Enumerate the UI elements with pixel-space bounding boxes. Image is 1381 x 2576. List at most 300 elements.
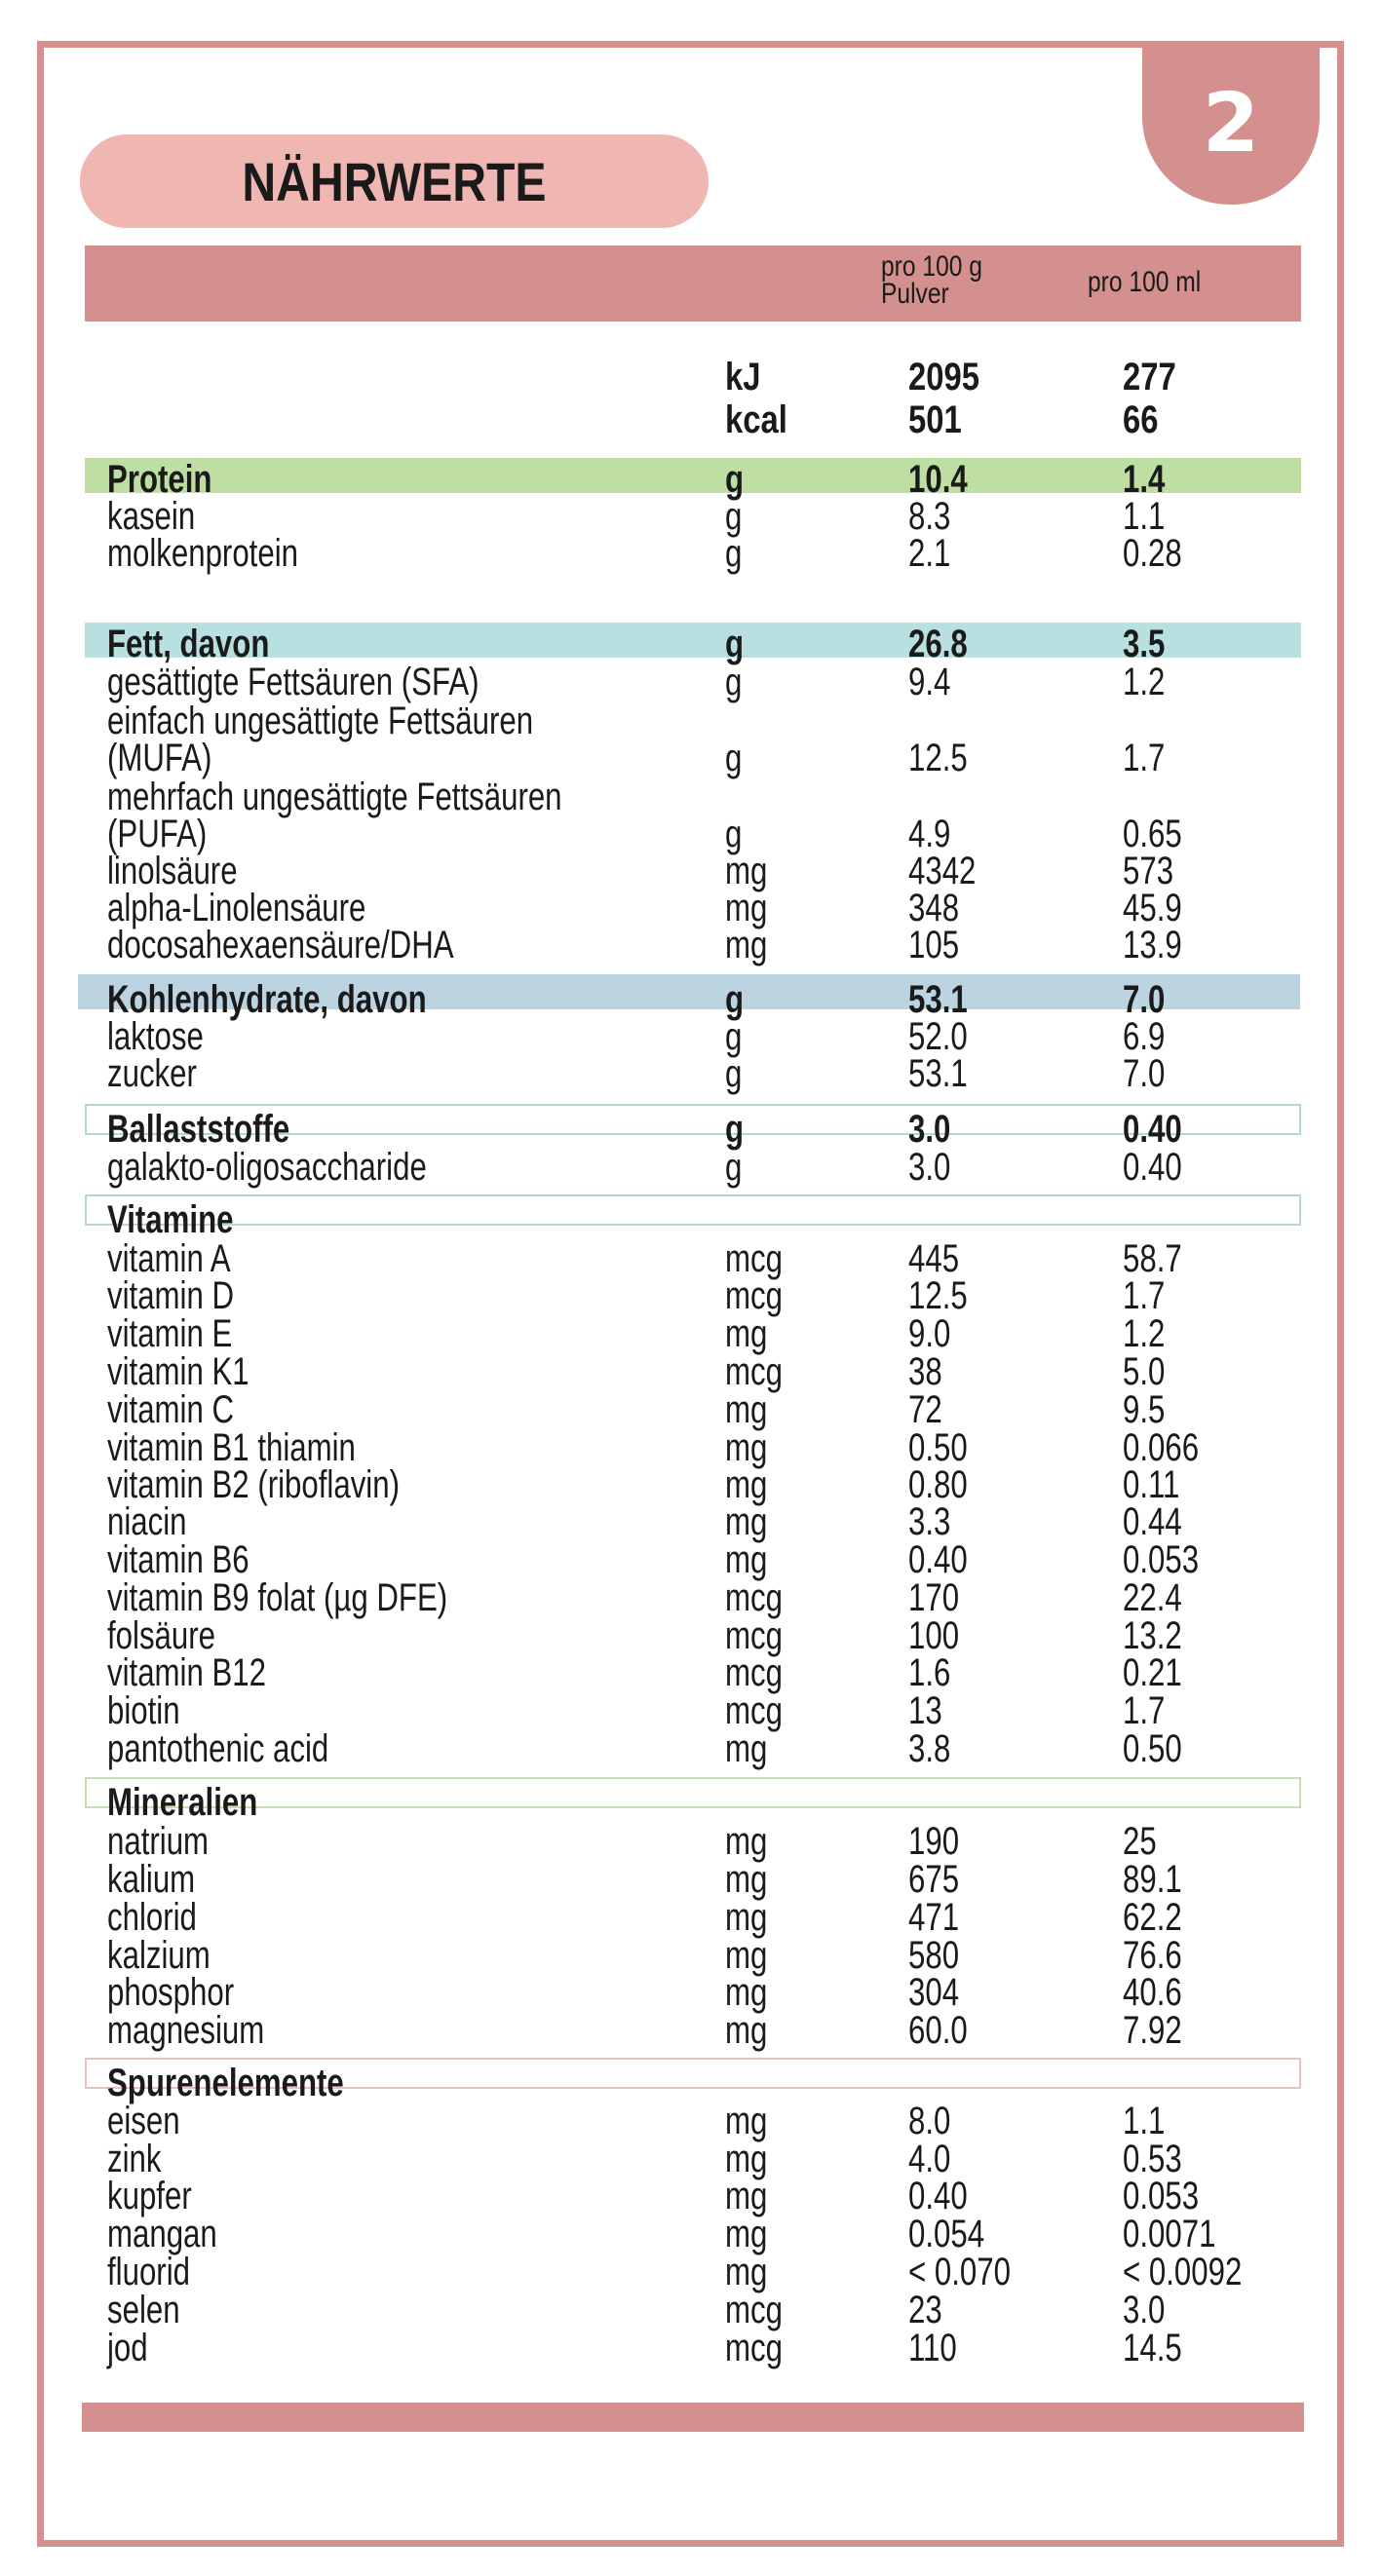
nutrient-unit: [725, 889, 780, 928]
value-per-100g-text: 38: [908, 1350, 942, 1393]
value-per-100g: [908, 1352, 952, 1391]
value-per-100g-text: 26.8: [908, 623, 968, 665]
nutrient-name: [107, 889, 439, 928]
value-per-100g-text: 12.5: [908, 737, 968, 779]
value-per-100g-text: 110: [908, 2327, 957, 2369]
nutrient-unit-text: g: [725, 1108, 745, 1151]
value-per-100ml: [1123, 497, 1177, 536]
nutrient-unit: [725, 1428, 780, 1467]
value-per-100g-text: 53.1: [908, 1052, 968, 1095]
energy-per-100ml-kj: 277: [1123, 356, 1176, 398]
value-per-100ml-text: 0.44: [1123, 1500, 1182, 1543]
nutrient-unit-text: mcg: [725, 1274, 783, 1317]
value-per-100ml: [1123, 814, 1199, 853]
nutrient-name: [107, 1783, 300, 1822]
value-per-100ml: [1123, 1276, 1177, 1315]
nutrient-name: [107, 625, 315, 663]
nutrient-unit: [725, 1822, 780, 1861]
value-per-100ml: [1123, 1239, 1199, 1278]
nutrient-unit: [725, 2215, 780, 2254]
nutrient-unit-text: mcg: [725, 1350, 783, 1393]
value-per-100ml: [1123, 2215, 1242, 2254]
value-per-100ml-text: 1.1: [1123, 2100, 1166, 2142]
value-per-100g: [908, 889, 974, 928]
value-per-100g-text: 10.4: [908, 458, 968, 501]
value-per-100ml: [1123, 1691, 1177, 1730]
value-per-100g-text: 3.0: [908, 1146, 951, 1189]
value-per-100ml-text: 0.65: [1123, 813, 1182, 855]
value-per-100ml: [1123, 1428, 1220, 1467]
value-per-100ml-text: 7.0: [1123, 978, 1166, 1021]
nutrient-unit-text: g: [725, 1146, 743, 1189]
value-per-100ml: [1123, 1352, 1177, 1391]
value-per-100ml-text: 25: [1123, 1820, 1157, 1863]
nutrient-name-text: kasein: [107, 495, 196, 538]
nutrient-unit: [725, 1148, 747, 1187]
value-per-100ml: [1123, 1390, 1177, 1429]
nutrient-unit: [725, 1973, 780, 2012]
nutrient-name-cont: [107, 739, 242, 777]
footer-bar: [82, 2403, 1304, 2432]
nutrient-unit: [725, 926, 780, 965]
column-header-per-100g-line2: Pulver: [881, 278, 949, 310]
value-per-100g-text: 471: [908, 1896, 960, 1939]
nutrient-unit: [725, 1054, 747, 1093]
nutrient-unit-text: mg: [725, 1426, 768, 1469]
nutrient-unit: [725, 1653, 799, 1692]
value-per-100ml: [1123, 1502, 1199, 1541]
value-per-100ml: [1123, 625, 1177, 663]
value-per-100ml-text: 76.6: [1123, 1934, 1182, 1977]
nutrient-unit-text: mg: [725, 1971, 768, 2014]
value-per-100g: [908, 2253, 1040, 2292]
value-per-100ml-text: 0.40: [1123, 1108, 1182, 1151]
value-per-100g: [908, 2177, 984, 2216]
nutrient-name-text: alpha-Linolensäure: [107, 887, 366, 929]
value-per-100ml-text: 5.0: [1123, 1350, 1166, 1393]
value-per-100ml: [1123, 663, 1177, 701]
nutrient-name: [107, 1200, 269, 1239]
page-title: NÄHRWERTE: [242, 150, 547, 212]
nutrient-name-text: pantothenic acid: [107, 1727, 329, 1770]
nutrient-name-text: folsäure: [107, 1614, 216, 1657]
value-per-100g-text: 0.80: [908, 1463, 968, 1506]
nutrient-name-text: kupfer: [107, 2175, 192, 2217]
value-per-100ml: [1123, 2011, 1199, 2050]
value-per-100g: [908, 1898, 974, 1937]
nutrient-unit: [725, 1691, 799, 1730]
nutrient-name: [107, 534, 352, 573]
nutrient-unit-text: mg: [725, 850, 768, 892]
value-per-100ml-text: 45.9: [1123, 887, 1182, 929]
nutrient-name: [107, 2064, 410, 2102]
nutrient-name-text: vitamin D: [107, 1274, 235, 1317]
nutrient-unit: [725, 739, 747, 777]
nutrient-unit-text: mg: [725, 1388, 768, 1431]
value-per-100ml: [1123, 1616, 1199, 1655]
value-per-100ml-text: 1.7: [1123, 737, 1166, 779]
value-per-100g-text: 3.3: [908, 1500, 951, 1543]
nutrient-unit: [725, 2253, 780, 2292]
nutrient-unit: [725, 1017, 747, 1056]
value-per-100g: [908, 2291, 952, 2330]
value-per-100ml: [1123, 1936, 1199, 1975]
nutrient-name-text: zink: [107, 2138, 162, 2180]
nutrient-unit-text: mg: [725, 924, 768, 966]
nutrient-name: [107, 2215, 249, 2254]
nutrient-name-text: vitamin E: [107, 1312, 233, 1355]
nutrient-name-text: Ballaststoffe: [107, 1108, 290, 1151]
nutrient-name: [107, 1729, 391, 1768]
value-per-100g-text: 4342: [908, 850, 977, 892]
value-per-100ml-text: 0.40: [1123, 1146, 1182, 1189]
value-per-100ml: [1123, 1148, 1199, 1187]
value-per-100g: [908, 1540, 984, 1579]
nutrient-unit: [725, 2140, 780, 2178]
value-per-100ml: [1123, 926, 1199, 965]
nutrient-name: [107, 2253, 213, 2292]
nutrient-name-text: kalzium: [107, 1934, 211, 1977]
value-per-100ml: [1123, 2253, 1276, 2292]
nutrient-name: [107, 1898, 222, 1937]
value-per-100ml-text: 7.92: [1123, 2009, 1182, 2052]
nutrient-unit: [725, 1540, 780, 1579]
value-per-100g: [908, 1054, 984, 1093]
nutrient-unit: [725, 497, 747, 536]
value-per-100ml-text: 7.0: [1123, 1052, 1166, 1095]
nutrient-name-text: vitamin B12: [107, 1651, 267, 1694]
value-per-100ml: [1123, 739, 1177, 777]
value-per-100g: [908, 534, 963, 573]
value-per-100g: [908, 1276, 984, 1315]
value-per-100g-text: 72: [908, 1388, 942, 1431]
nutrient-unit: [725, 460, 748, 499]
nutrient-unit: [725, 1276, 799, 1315]
nutrient-name: [107, 1110, 341, 1149]
value-per-100g-text: 348: [908, 887, 960, 929]
value-per-100g-text: 9.0: [908, 1312, 951, 1355]
nutrient-unit: [725, 534, 747, 573]
value-per-100g: [908, 1148, 963, 1187]
nutrient-name: [107, 980, 517, 1019]
value-per-100ml: [1123, 2140, 1199, 2178]
value-per-100g: [908, 625, 984, 663]
value-per-100ml-text: 14.5: [1123, 2327, 1182, 2369]
value-per-100ml: [1123, 1898, 1199, 1937]
nutrient-unit-text: g: [725, 1015, 743, 1058]
value-per-100ml-text: 1.4: [1123, 458, 1166, 501]
value-per-100ml-text: 9.5: [1123, 1388, 1166, 1431]
value-per-100ml: [1123, 2177, 1220, 2216]
value-per-100ml: [1123, 1729, 1199, 1768]
nutrient-name: [107, 663, 584, 701]
nutrient-unit-text: g: [725, 458, 745, 501]
nutrient-unit: [725, 852, 780, 890]
nutrient-name-text: mehrfach ungesättigte Fettsäuren: [107, 776, 562, 818]
nutrient-unit: [725, 980, 748, 1019]
nutrient-unit-text: mg: [725, 2251, 768, 2293]
nutrient-unit: [725, 1729, 780, 1768]
nutrient-unit-text: mcg: [725, 1576, 783, 1619]
nutrient-name-text: linolsäure: [107, 850, 238, 892]
value-per-100g-text: 105: [908, 924, 960, 966]
nutrient-name: [107, 1352, 289, 1391]
nutrient-unit-text: mcg: [725, 1689, 783, 1732]
value-per-100g: [908, 814, 963, 853]
nutrient-name: [107, 1465, 482, 1504]
nutrient-name-cont-text: (PUFA): [107, 813, 208, 855]
value-per-100g-text: 675: [908, 1858, 960, 1901]
nutrient-name: [107, 2011, 309, 2050]
nutrient-name-cont-text: (MUFA): [107, 737, 212, 779]
value-per-100g-text: 170: [908, 1576, 960, 1619]
value-per-100ml: [1123, 1973, 1199, 2012]
value-per-100ml-text: 0.53: [1123, 2138, 1182, 2180]
nutrient-name-text: Spurenelemente: [107, 2062, 344, 2104]
value-per-100ml-text: 13.2: [1123, 1614, 1182, 1657]
nutrient-name-text: biotin: [107, 1689, 180, 1732]
value-per-100ml: [1123, 2329, 1199, 2368]
nutrient-unit-text: mcg: [725, 1237, 783, 1280]
nutrient-unit: [725, 1616, 799, 1655]
nutrient-unit-text: g: [725, 623, 745, 665]
value-per-100g: [908, 460, 984, 499]
value-per-100g: [908, 1314, 963, 1353]
energy-per-100g-kcal: 501: [908, 398, 962, 441]
value-per-100g-text: 580: [908, 1934, 960, 1977]
value-per-100ml-text: 0.0071: [1123, 2213, 1216, 2255]
value-per-100ml: [1123, 1054, 1177, 1093]
nutrient-name-text: Vitamine: [107, 1198, 234, 1241]
nutrient-unit-text: g: [725, 978, 745, 1021]
nutrient-name-text: Mineralien: [107, 1781, 258, 1824]
value-per-100g: [908, 2329, 971, 2368]
value-per-100g: [908, 1822, 974, 1861]
value-per-100ml-text: 1.1: [1123, 495, 1166, 538]
value-per-100ml-text: 0.066: [1123, 1426, 1200, 1469]
value-per-100g: [908, 1729, 963, 1768]
value-per-100g-text: 0.40: [908, 1538, 968, 1581]
nutrient-unit: [725, 663, 747, 701]
nutrient-name-text: chlorid: [107, 1896, 197, 1939]
nutrient-unit: [725, 1936, 780, 1975]
nutrient-name-text: vitamin B6: [107, 1538, 249, 1581]
nutrient-name: [107, 1054, 222, 1093]
nutrient-name-text: Fett, davon: [107, 623, 270, 665]
nutrient-unit-text: g: [725, 1052, 743, 1095]
nutrient-unit: [725, 1110, 748, 1149]
value-per-100g: [908, 1860, 974, 1899]
value-per-100g: [908, 1017, 984, 1056]
nutrient-name: [107, 1860, 220, 1899]
nutrient-name-text: galakto-oligosaccharide: [107, 1146, 427, 1189]
nutrient-unit: [725, 1578, 799, 1617]
nutrient-unit-text: mg: [725, 1934, 768, 1977]
value-per-100g-text: 0.054: [908, 2213, 985, 2255]
nutrient-name: [107, 1017, 231, 1056]
value-per-100g-text: 9.4: [908, 661, 951, 703]
page-number: 2: [1202, 75, 1260, 170]
value-per-100g-text: 53.1: [908, 978, 968, 1021]
nutrient-unit: [725, 625, 748, 663]
energy-per-100ml-kcal: 66: [1123, 398, 1159, 441]
value-per-100g-text: 445: [908, 1237, 960, 1280]
value-per-100g: [908, 1578, 974, 1617]
nutrient-unit: [725, 2177, 780, 2216]
nutrient-name: [107, 926, 552, 965]
value-per-100g: [908, 1691, 952, 1730]
nutrient-name: [107, 1428, 426, 1467]
nutrient-unit-text: g: [725, 813, 743, 855]
value-per-100g-text: 13: [908, 1689, 942, 1732]
nutrient-unit-text: mg: [725, 2175, 768, 2217]
nutrient-name: [107, 1973, 270, 2012]
nutrient-name: [107, 1239, 265, 1278]
nutrient-name-text: magnesium: [107, 2009, 265, 2052]
nutrient-name-text: phosphor: [107, 1971, 235, 2014]
nutrient-name-text: Kohlenhydrate, davon: [107, 978, 427, 1021]
nutrient-unit-text: mg: [725, 2009, 768, 2052]
nutrient-name: [107, 1540, 289, 1579]
value-per-100ml: [1123, 460, 1177, 499]
value-per-100ml-text: 1.2: [1123, 661, 1166, 703]
value-per-100g-text: 0.40: [908, 2175, 968, 2217]
value-per-100g: [908, 1973, 974, 2012]
value-per-100ml: [1123, 1465, 1196, 1504]
nutrient-name-text: zucker: [107, 1052, 197, 1095]
nutrient-name-text: natrium: [107, 1820, 210, 1863]
nutrient-name: [107, 1578, 544, 1617]
value-per-100g-text: 23: [908, 2289, 942, 2331]
value-per-100g: [908, 2140, 963, 2178]
value-per-100ml-text: 6.9: [1123, 1015, 1166, 1058]
nutrient-name: [107, 2291, 201, 2330]
nutrient-unit-text: mcg: [725, 2327, 783, 2369]
value-per-100g: [908, 1239, 974, 1278]
column-header-per-100g-line1: pro 100 g: [881, 250, 982, 283]
value-per-100g: [908, 663, 963, 701]
nutrient-name-text: vitamin B9 folat (µg DFE): [107, 1576, 448, 1619]
nutrient-name: [107, 852, 274, 890]
nutrient-unit: [725, 2291, 799, 2330]
nutrient-name-text: niacin: [107, 1500, 187, 1543]
energy-unit-kj: kJ: [725, 356, 761, 398]
value-per-100ml: [1123, 1860, 1199, 1899]
value-per-100ml: [1123, 1653, 1199, 1692]
nutrient-name-text: jod: [107, 2327, 148, 2369]
nutrient-name-text: vitamin B2 (riboflavin): [107, 1463, 400, 1506]
nutrient-name-text: molkenprotein: [107, 532, 298, 575]
value-per-100g: [908, 1653, 963, 1692]
nutrient-unit: [725, 2329, 799, 2368]
nutrient-name-cont: [107, 814, 235, 853]
nutrient-unit-text: mg: [725, 1858, 768, 1901]
nutrient-unit-text: mg: [725, 2138, 768, 2180]
nutrient-name: [107, 2177, 215, 2216]
nutrient-name: [107, 497, 220, 536]
nutrient-name: [107, 701, 653, 740]
value-per-100g: [908, 2011, 984, 2050]
nutrient-unit: [725, 814, 747, 853]
value-per-100ml-text: < 0.0092: [1123, 2251, 1243, 2293]
value-per-100g-text: 12.5: [908, 1274, 968, 1317]
value-per-100ml: [1123, 1822, 1167, 1861]
value-per-100ml-text: 13.9: [1123, 924, 1182, 966]
nutrient-name: [107, 1148, 517, 1187]
value-per-100ml: [1123, 1314, 1177, 1353]
value-per-100g: [908, 1936, 974, 1975]
value-per-100ml-text: 89.1: [1123, 1858, 1182, 1901]
value-per-100g: [908, 980, 984, 1019]
nutrient-name: [107, 1390, 270, 1429]
nutrient-unit-text: g: [725, 737, 743, 779]
value-per-100ml-text: 0.28: [1123, 532, 1182, 575]
nutrient-unit: [725, 1239, 799, 1278]
nutrient-unit-text: mcg: [725, 1614, 783, 1657]
nutrient-unit-text: mcg: [725, 2289, 783, 2331]
value-per-100ml-text: 0.053: [1123, 1538, 1200, 1581]
value-per-100ml-text: 0.21: [1123, 1651, 1182, 1694]
nutrient-unit: [725, 1898, 780, 1937]
nutrient-unit: [725, 2102, 780, 2140]
value-per-100ml: [1123, 1578, 1199, 1617]
nutrient-name: [107, 1502, 210, 1541]
nutrient-unit-text: g: [725, 661, 743, 703]
value-per-100g-text: 304: [908, 1971, 960, 2014]
value-per-100ml-text: 1.7: [1123, 1689, 1166, 1732]
value-per-100ml-text: 1.7: [1123, 1274, 1166, 1317]
value-per-100g-text: 4.0: [908, 2138, 951, 2180]
value-per-100g-text: 60.0: [908, 2009, 968, 2052]
section-band: [85, 458, 1301, 493]
nutrient-unit: [725, 1390, 780, 1429]
nutrient-unit-text: mg: [725, 1727, 768, 1770]
value-per-100g-text: < 0.070: [908, 2251, 1011, 2293]
value-per-100ml-text: 573: [1123, 850, 1174, 892]
value-per-100ml: [1123, 980, 1177, 1019]
value-per-100ml-text: 0.11: [1123, 1463, 1180, 1506]
value-per-100g: [908, 1110, 963, 1149]
value-per-100g: [908, 739, 984, 777]
nutrient-name-text: vitamin B1 thiamin: [107, 1426, 356, 1469]
value-per-100g-text: 2.1: [908, 532, 951, 575]
nutrient-name-text: vitamin C: [107, 1388, 235, 1431]
value-per-100g: [908, 497, 963, 536]
value-per-100ml: [1123, 1017, 1177, 1056]
nutrient-unit-text: mg: [725, 2100, 768, 2142]
value-per-100g-text: 0.50: [908, 1426, 968, 1469]
nutrient-unit-text: mg: [725, 1896, 768, 1939]
value-per-100g: [908, 1428, 984, 1467]
value-per-100g-text: 3.0: [908, 1108, 951, 1151]
nutrient-unit: [725, 2011, 780, 2050]
nutrient-name-text: vitamin A: [107, 1237, 231, 1280]
nutrient-name: [107, 777, 690, 816]
nutrient-unit-text: mg: [725, 887, 768, 929]
value-per-100g-text: 100: [908, 1614, 960, 1657]
value-per-100g: [908, 852, 995, 890]
energy-unit-kcal: kcal: [725, 398, 787, 441]
nutrient-unit-text: mg: [725, 1463, 768, 1506]
nutrient-name: [107, 1616, 246, 1655]
nutrient-unit-text: mg: [725, 1820, 768, 1863]
nutrient-name: [107, 2102, 201, 2140]
value-per-100ml-text: 1.2: [1123, 1312, 1166, 1355]
value-per-100g-text: 8.0: [908, 2100, 951, 2142]
nutrient-unit-text: g: [725, 532, 743, 575]
nutrient-name-text: Protein: [107, 458, 212, 501]
nutrient-name-text: gesättigte Fettsäuren (SFA): [107, 661, 480, 703]
